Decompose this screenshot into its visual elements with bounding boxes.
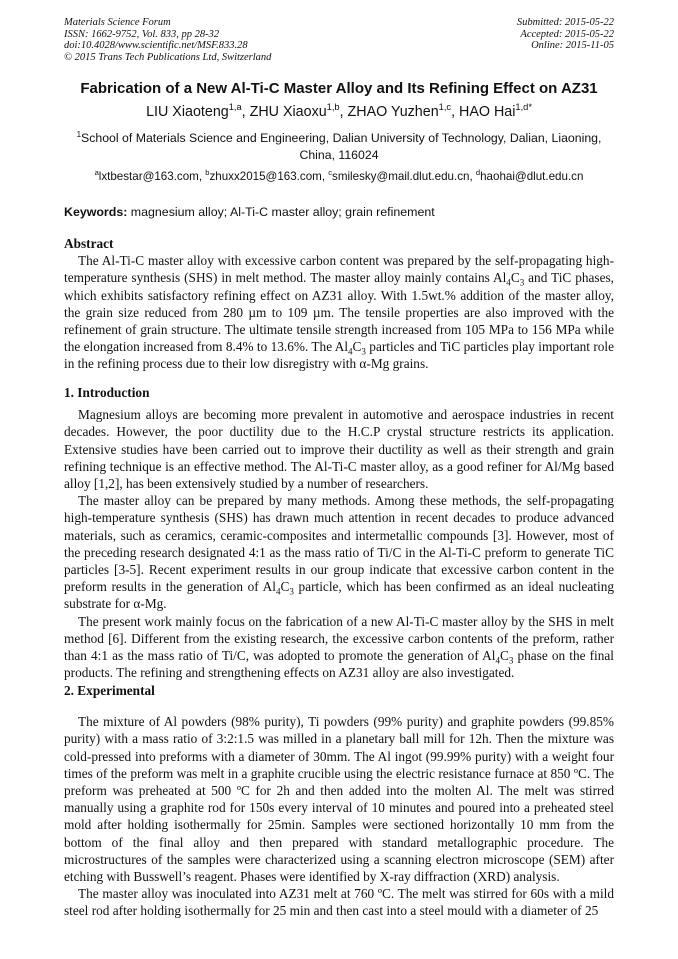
- keywords-label: Keywords:: [64, 205, 128, 219]
- email[interactable]: $^b$zhuxx2015@163.com: [205, 168, 322, 183]
- abstract-section: [64, 235, 614, 373]
- submitted-date: Submitted: 2015-05-22: [516, 17, 614, 28]
- introduction-paragraph: The master alloy can be prepared by many methods. Among these methods, the self-propagating high-temperature synthesis (SHS) has drawn much attention in recent decades to produce advanced materials, such as ceramics, ceramic-composites and intermetallic compounds [3]. However, most of the preceding research designated 4:1 as the mass ratio of Ti/C in the Al-Ti-C preform to generate TiC particles [3-5]. Recent experiment results in our group indicate that excessive carbon content in the preform results in the generation of $Al_4C_3$ particle, which has been confirmed as an ideal nucleating substrate for α-Mg.: [64, 493, 614, 612]
- introduction-paragraph: The present work mainly focus on the fabrication of a new Al-Ti-C master alloy by the SHS in melt method [6]. Different from the existing research, the excessive carbon contents of the preform, rather than 4:1 as the mass ratio of Ti/C, was adopted to promote the generation of $Al_4C_3$ phase on the final products. The refining and strengthening effects on AZ31 alloy are also investigated.: [64, 613, 614, 681]
- journal-name: Materials Science Forum: [64, 17, 171, 28]
- introduction-heading: 1. Introduction: [64, 385, 150, 400]
- accepted-date: Accepted: 2015-05-22: [520, 28, 614, 40]
- author: HAO Hai$^{1,d*}$: [459, 102, 532, 120]
- abstract-paragraph: The Al-Ti-C master alloy with excessive carbon content was prepared by the self-propagating high-temperature synthesis (SHS) in melt method. The master alloy mainly contains $Al_4C_3$ and TiC phases, which exhibits satisfactory refining effect on AZ31 alloy. With 1.5wt.% addition of the master alloy, the grain size reduced from 280 µm to 109 µm. The tensile properties are also improved with the refinement of grain structure. The ultimate tensile strength increased from 105 MPa to 156 MPa while the elongation increased from 8.4% to 13.6%. The $Al_4C_3$ particles and TiC particles play important role in the refining process due to their low disregistry with α-Mg grains.: [64, 253, 614, 372]
- experimental-paragraph: The master alloy was inoculated into AZ31 melt at 760 ºC. The melt was stirred for 60s with a mild steel rod after holding isothermally for 25 min and then cast into a steel mould with a diameter of 25: [64, 886, 614, 919]
- online-date: Online: 2015-11-05: [531, 40, 614, 52]
- issn-line: ISSN: 1662-9752, Vol. 833, pp 28-32: [64, 28, 220, 40]
- copyright-line: © 2015 Trans Tech Publications Ltd, Switzerland: [64, 51, 272, 63]
- experimental-heading: 2. Experimental: [64, 683, 155, 698]
- publication-dates: [517, 17, 614, 52]
- author: ZHU Xiaoxu$^{1,b}$,: [249, 102, 348, 120]
- doi-line: doi:10.4028/www.scientific.net/MSF.833.28: [64, 40, 248, 52]
- keywords-text: magnesium alloy; Al-Ti-C master alloy; grain refinement: [127, 205, 435, 219]
- author: LIU Xiaoteng$^{1,a}$,: [146, 102, 250, 120]
- email[interactable]: $^c$smilesky@mail.dlut.edu.cn: [328, 168, 470, 183]
- keywords: [64, 205, 614, 219]
- author: ZHAO Yuzhen$^{1,c}$,: [347, 102, 460, 120]
- journal-info: [64, 17, 271, 63]
- abstract-heading: Abstract: [64, 236, 114, 251]
- author-list: [0, 104, 678, 120]
- experimental-paragraph: The mixture of Al powders (98% purity), Ti powders (99% purity) and graphite powders (99.85% purity) with a mass ratio of 3:2:1.5 was milled in a planetary ball mill for 12h. Then the mixture was cold-pressed into preforms with a diameter of 30mm. The Al ingot (99.99% purity) with a weight four times of the preform was melt in a graphite crucible using the electric resistance furnace at 850 ºC. The preform was preheated at 500 ºC for 2h and then added into the molten Al. The melt was stirred manually using a graphite rod for 150s every interval of 10 minutes and poured into a preheated steel mold after holding isothermally for 25min. Samples were sectioned horizontally 10 mm from the bottom of the final alloy and then prepared with standard metallographic procedure. The microstructures of the samples were characterized using a scanning electron microscope (SEM) after etching with Busswell’s reagent. Phases were identified by X-ray diffraction (XRD) analysis.: [64, 714, 614, 885]
- email[interactable]: $^d$haohai@dlut.edu.cn: [475, 168, 584, 183]
- paper-title: Fabrication of a New Al-Ti-C Master Alloy and Its Refining Effect on AZ31: [80, 80, 598, 97]
- affiliation: $^1$School of Materials Science and Engineering, Dalian University of Technology, Dalian, Liaoning, China, 116024: [76, 129, 602, 162]
- introduction-paragraph: Magnesium alloys are becoming more prevalent in automotive and aerospace industries in recent decades. However, the poor ductility due to the H.C.P crystal structure restricts its application. Extensive studies have been carried out to improve their ductility as well as their strength and grain refining technique is an effective method. The Al-Ti-C master alloy, as a good refiner for Al/Mg based alloy [1,2], has been extensively studied by a number of researchers.: [64, 407, 614, 492]
- email-list: $^a$lxtbestar@163.com, $^b$zhuxx2015@163.com, $^c$smilesky@mail.dlut.edu.cn, $^d$haohai@dlut.edu.cn: [94, 168, 584, 183]
- experimental-section: [64, 682, 614, 920]
- introduction-section: [64, 384, 614, 681]
- email[interactable]: $^a$lxtbestar@163.com: [94, 168, 199, 183]
